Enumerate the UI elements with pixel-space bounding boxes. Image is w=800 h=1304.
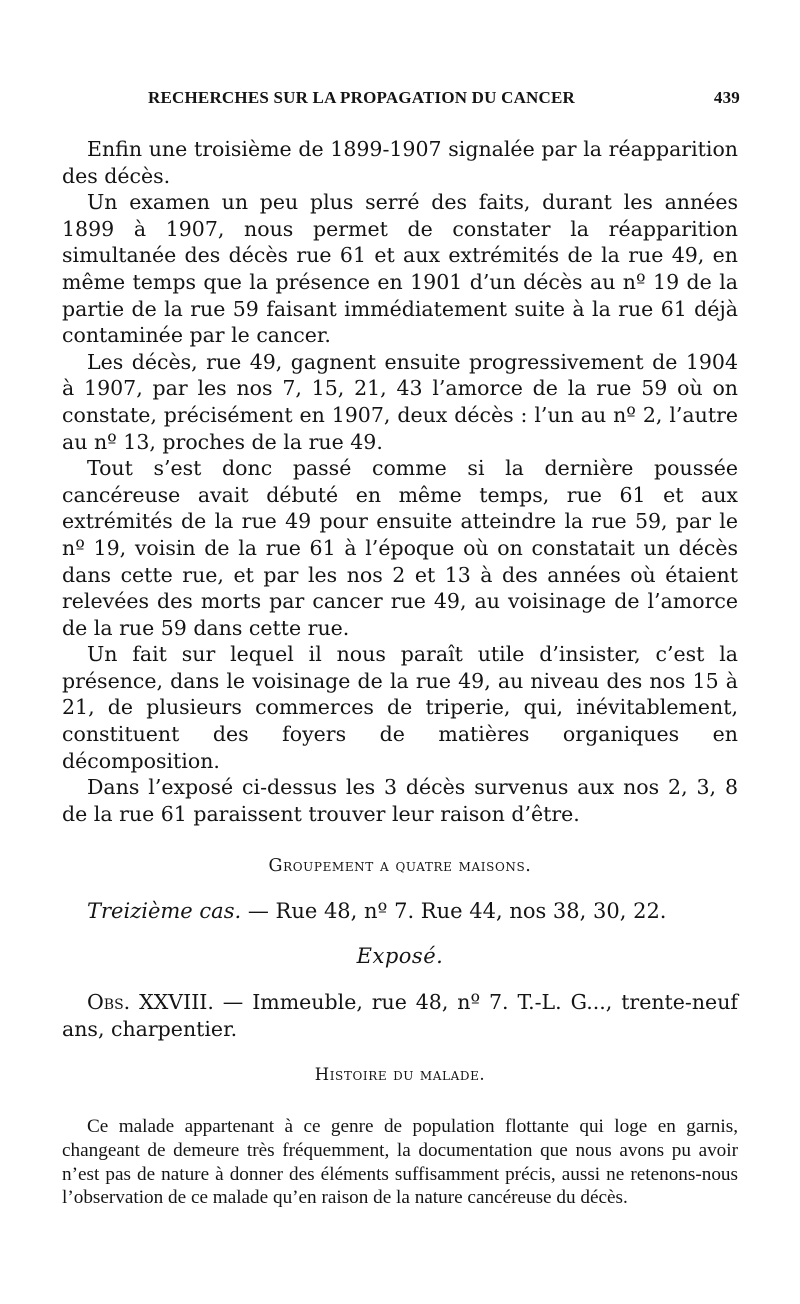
page-number: 439 <box>713 88 740 107</box>
history-heading: Histoire du malade. <box>314 1065 486 1085</box>
case-label: Treizième cas. <box>87 899 242 924</box>
paragraph-6: Dans l’exposé ci-dessus les 3 décès survenus aux nos 2, 3, 8 de la rue 61 paraissent trouver leur raison d’être. <box>62 775 738 826</box>
observation-label: Obs. XXVIII. <box>87 990 214 1015</box>
history-paragraph: Ce malade appartenant à ce genre de population flottante qui loge en garnis, changeant de demeure très fréquemment, la documentation que nous avons pu avoir n’est pas de nature à donner des éléments suffisamment précis, aussi ne retenons-nous l’observation de ce malade qu’en raison de la nature cancéreuse du décès. <box>62 1116 738 1209</box>
paragraph-1: Enfin une troisième de 1899-1907 signalée par la réapparition des décès. <box>62 137 738 188</box>
group-heading: Groupement a quatre maisons. <box>268 856 532 877</box>
case-line <box>62 898 738 925</box>
case-text: — Rue 48, nº 7. Rue 44, nos 38, 30, 22. <box>241 899 667 924</box>
paragraph-5: Un fait sur lequel il nous paraît utile d’insister, c’est la présence, dans le voisinage de la rue 49, au niveau des nos 15 à 21, de plusieurs commerces de triperie, qui, inévitablement, constituent des foyers de matières organiques en décomposition. <box>62 642 738 773</box>
observation-text: — Immeuble, rue 48, nº 7. T.-L. G..., trente-neuf ans, charpentier. <box>62 990 738 1041</box>
expose-heading: Exposé. <box>356 943 444 968</box>
paragraph-2: Un examen un peu plus serré des faits, durant les années 1899 à 1907, nous permet de constater la réapparition simultanée des décès rue 61 et aux extrémités de la rue 49, en même temps que la présence en 1901 d’un décès au nº 19 de la partie de la rue 59 faisant immédiatement suite à la rue 61 déjà contaminée par le cancer. <box>62 190 738 348</box>
main-text <box>62 136 738 1210</box>
running-title: RECHERCHES SUR LA PROPAGATION DU CANCER <box>148 88 576 107</box>
observation-paragraph <box>62 989 738 1042</box>
paragraph-3: Les décès, rue 49, gagnent ensuite progressivement de 1904 à 1907, par les nos 7, 15, 21, 43 l’amorce de la rue 59 où on constate, précisément en 1907, deux décès : l’un au nº 2, l’autre au nº 13, proches de la rue 49. <box>62 349 738 454</box>
paragraph-4: Tout s’est donc passé comme si la dernière poussée cancéreuse avait débuté en même temps, rue 61 et aux extrémités de la rue 49 pour ensuite atteindre la rue 59, par le nº 19, voisin de la rue 61 à l’époque où on constatait un décès dans cette rue, et par les nos 2 et 13 à des années où étaient relevées des morts par cancer rue 49, au voisinage de l’amorce de la rue 59 dans cette rue. <box>62 456 738 640</box>
